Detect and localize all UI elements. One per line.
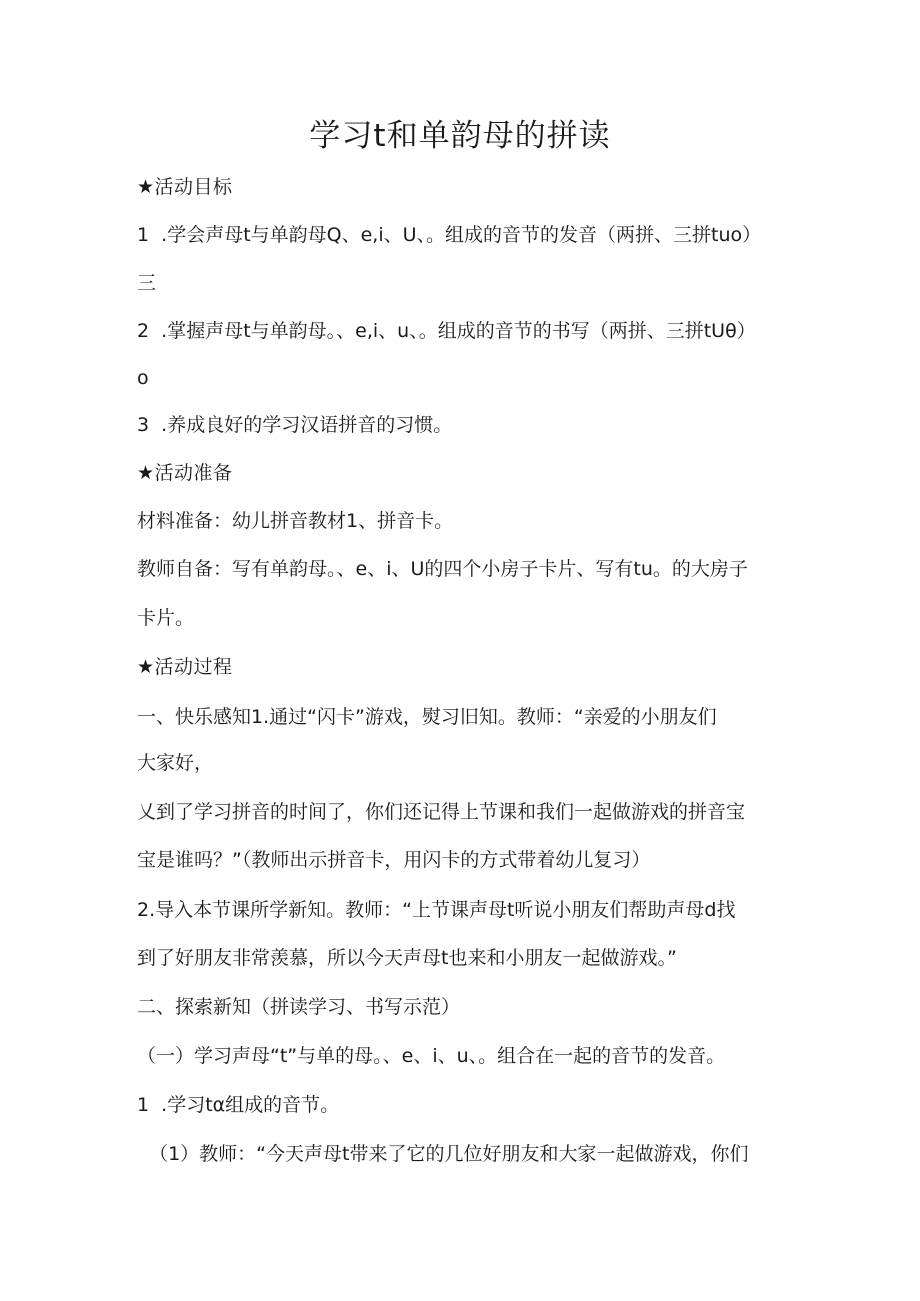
process-paragraph-1-line-4: 宝是谁吗？”（教师出示拼音卡，用闪卡的方式带着幼儿复习） bbox=[137, 849, 651, 871]
prep-materials: 材料准备：幼儿拼音教材1、拼音卡。 bbox=[137, 510, 454, 532]
goal-item-3: 3 .养成良好的学习汉语拼音的习惯。 bbox=[137, 414, 453, 436]
document-title: 学习t和单韵母的拼读 bbox=[309, 118, 611, 154]
goal-item-1: 1 .学会声母t与单韵母Q、e,i、U、。组成的音节的发音（两拼、三拼tuo） bbox=[137, 224, 762, 246]
prep-teacher-continuation: 卡片。 bbox=[137, 607, 195, 629]
goal-item-2-continuation: o bbox=[137, 367, 149, 389]
process-paragraph-1-line-3: 乂到了学习拼音的时间了，你们还记得上节课和我们一起做游戏的拼音宝 bbox=[137, 801, 746, 823]
prep-teacher: 教师自备：写有单韵母。、e、i、U的四个小房子卡片、写有tu。的大房子 bbox=[137, 558, 748, 580]
process-paragraph-2-line-2: 到了好朋友非常羡慕，所以今天声母t也来和小朋友一起做游戏。” bbox=[137, 947, 677, 969]
process-paragraph-1-line-2: 大家好， bbox=[137, 752, 214, 774]
goal-item-1-continuation: 三 bbox=[137, 272, 157, 294]
section-heading-preparation: ★活动准备 bbox=[137, 462, 233, 484]
process-subsection-one: （一）学习声母“t”与单的母。、e、i、u、。组合在一起的音节的发音。 bbox=[137, 1045, 726, 1067]
process-item-1: 1 .学习tα组成的音节。 bbox=[137, 1094, 340, 1116]
goal-item-2: 2 .掌握声母t与单韵母。、e,i、u、。组成的音节的书写（两拼、三拼tUθ） bbox=[137, 320, 756, 342]
process-paragraph-2: 2.导入本节课所学新知。教师：“上节课声母t听说小朋友们帮助声母d找 bbox=[137, 899, 736, 921]
section-heading-process: ★活动过程 bbox=[137, 656, 233, 678]
process-section-two: 二、探索新知（拼读学习、书写示范） bbox=[137, 996, 461, 1018]
section-heading-goals: ★活动目标 bbox=[137, 176, 233, 198]
process-paragraph-1: 一、快乐感知1.通过“闪卡”游戏，熨习旧知。教师：“亲爱的小朋友们 bbox=[137, 706, 717, 728]
process-item-1-sub-1: （1）教师：“今天声母t带来了它的几位好朋友和大家一起做游戏，你们 bbox=[137, 1143, 749, 1165]
